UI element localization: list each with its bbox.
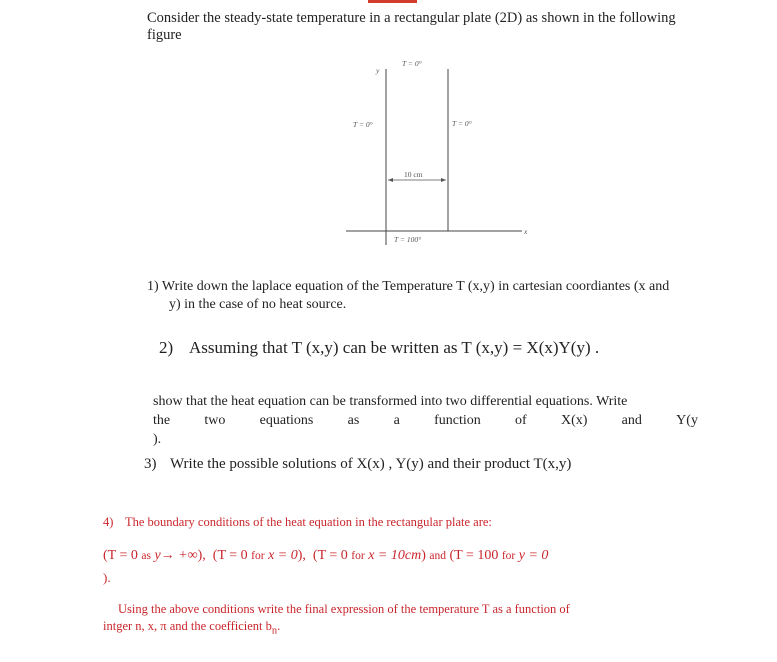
bc2-close: ),: [297, 548, 306, 563]
q1-line-2: y) in the case of no heat source.: [169, 297, 347, 312]
label-x-axis: x: [524, 227, 528, 236]
top-accent-bar: [368, 0, 417, 3]
bc2-open: (T = 0: [212, 548, 248, 563]
bc4-math: y = 0: [518, 548, 549, 563]
label-right-temp: T = 0°: [452, 119, 472, 128]
bc3-close: ): [421, 548, 426, 563]
q2-text: Assuming that T (x,y) can be written as T (x,y) = X(x)Y(y) .: [189, 338, 600, 357]
plate-figure: [346, 55, 536, 255]
question-2: [159, 338, 599, 358]
bc1-math: y→ +∞: [154, 548, 198, 563]
q2-word: of: [515, 413, 527, 428]
bc3-open: (T = 0: [312, 548, 348, 563]
question-3: [144, 456, 571, 473]
bc1-open: (T = 0: [103, 548, 138, 563]
q2-cont-line-2: [153, 411, 698, 430]
q2-word: two: [204, 413, 226, 428]
final-line-2-text: intger n, x, π and the coefficient b: [103, 619, 272, 633]
width-arrow-left: [388, 178, 393, 182]
width-arrow-right: [441, 178, 446, 182]
q3-number: 3): [144, 456, 157, 472]
q2-number: 2): [159, 338, 174, 357]
question-4: [103, 515, 492, 530]
final-subscript: n: [271, 625, 278, 637]
label-left-temp: T = 0°: [353, 120, 373, 129]
q2-word: function: [434, 413, 481, 428]
bc2-math: x = 0: [268, 548, 298, 563]
label-y-axis: y: [376, 66, 380, 75]
bc3-math: x = 10cm: [368, 548, 422, 563]
bc-and: and: [429, 550, 446, 562]
bc4-open: (T = 100: [449, 548, 499, 563]
q2-word: Y(y: [676, 413, 698, 428]
boundary-conditions-end: ).: [103, 570, 111, 585]
intro-paragraph: [147, 10, 676, 44]
final-line-1: Using the above conditions write the final expression of the temperature T as a function of: [118, 602, 570, 616]
label-bottom-temp: T = 100°: [394, 235, 422, 244]
q2-word: X(x): [560, 413, 588, 428]
q2-word: equations: [259, 413, 314, 428]
question-2-continuation: [153, 392, 698, 449]
bc1-as: as: [141, 550, 151, 562]
bc3-for: for: [351, 550, 365, 562]
q2-word: and: [621, 413, 642, 428]
question-1: [147, 278, 669, 314]
q4-text: The boundary conditions of the heat equation in the rectangular plate are:: [125, 515, 492, 529]
final-end: .: [277, 619, 281, 633]
q2-word: the: [153, 413, 171, 428]
boundary-conditions: [103, 548, 548, 564]
q4-number: 4): [103, 515, 114, 529]
final-line-2: [103, 618, 570, 640]
final-instruction: [103, 601, 570, 640]
label-width: 10 cm: [404, 170, 423, 179]
q2-cont-line-1: show that the heat equation can be transformed into two differential equations. Write: [153, 394, 628, 409]
bc4-for: for: [501, 550, 516, 562]
bc2-for: for: [251, 550, 265, 562]
intro-line-1: Consider the steady-state temperature in a rectangular plate (2D) as shown in the following: [147, 10, 676, 26]
q2-word: as: [347, 413, 360, 428]
q2-cont-line-3: ).: [153, 432, 162, 447]
bc1-close: ),: [197, 548, 206, 563]
label-top-temp: T = 0°: [402, 59, 422, 68]
q2-word: a: [393, 413, 400, 428]
q1-line-1: 1) Write down the laplace equation of the Temperature T (x,y) in cartesian coordiantes (x and: [147, 279, 670, 294]
q3-text: Write the possible solutions of X(x) , Y(y) and their product T(x,y): [170, 456, 572, 472]
intro-line-2: figure: [147, 27, 182, 43]
